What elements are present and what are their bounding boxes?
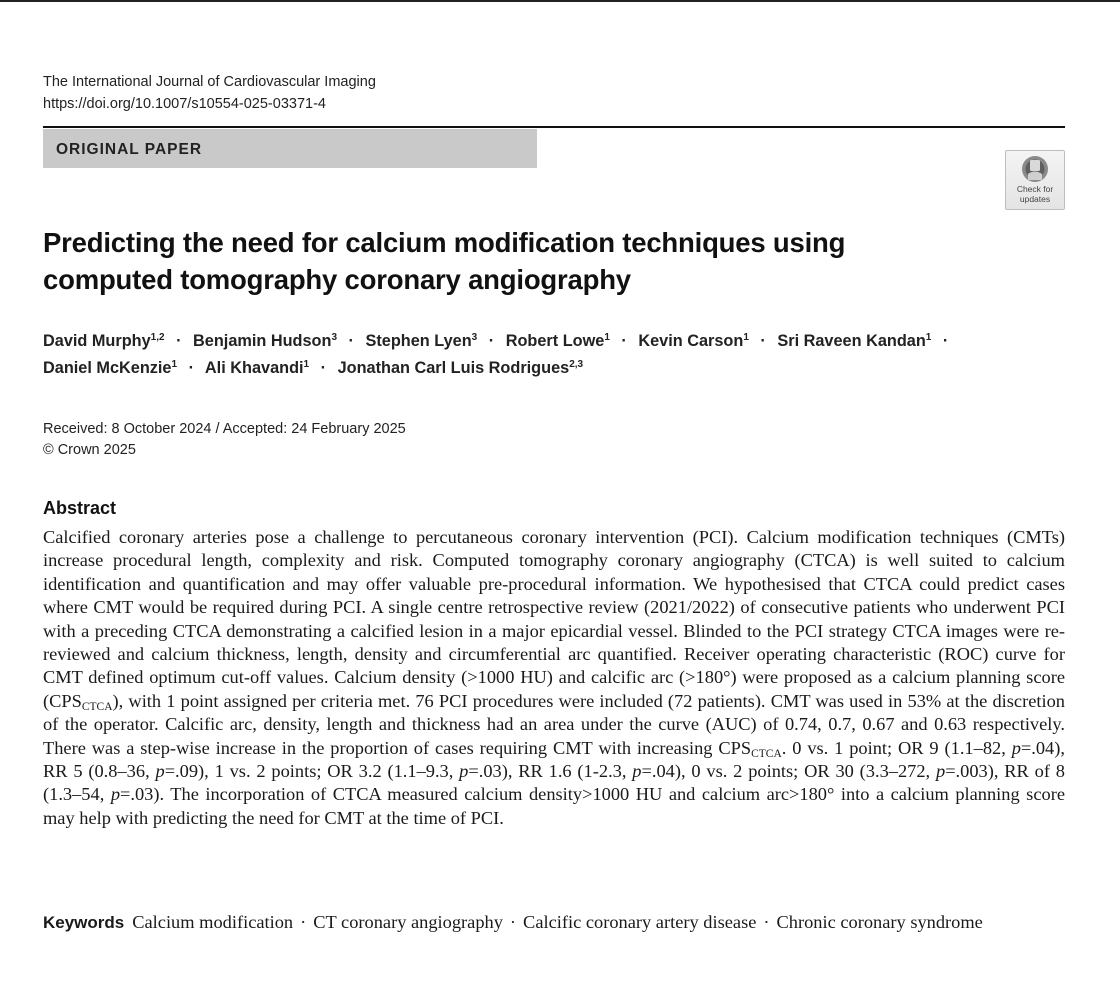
crossmark-label-1: Check for [1016, 184, 1054, 194]
author-name[interactable]: Benjamin Hudson [193, 332, 332, 350]
abstract-segment: . 0 vs. 1 point; OR 9 (1.1–82, [781, 737, 1012, 758]
keyword-item: Calcium modification [132, 912, 294, 932]
author-line-2 [43, 355, 1083, 382]
doi-link[interactable]: https://doi.org/10.1007/s10554-025-03371-4 [43, 96, 326, 112]
author-affiliation: 2,3 [569, 359, 584, 370]
abstract-segment: =.03). The incorporation of CTCA measured calcium density>1000 HU and calcium arc>180° into a calcium planning score may help with predicting the need for CMT at the time of PCI. [43, 784, 1065, 828]
abstract-subscript: CTCA [81, 700, 113, 713]
author-affiliation: 1 [925, 332, 932, 343]
author-separator: · [188, 359, 194, 377]
author-list [43, 328, 1083, 382]
keyword-item: Chronic coronary syndrome [776, 912, 983, 932]
received-accepted-dates: Received: 8 October 2024 / Accepted: 24 February 2025 [43, 421, 406, 437]
author-affiliation: 3 [331, 332, 338, 343]
keywords-label: Keywords [43, 913, 125, 932]
p-value-symbol: p [632, 761, 642, 782]
paper-type-banner: ORIGINAL PAPER [43, 129, 537, 168]
abstract-segment: =.03), RR 1.6 (1-2.3, [468, 761, 633, 782]
author-separator: · [942, 332, 949, 350]
copyright-notice: © Crown 2025 [43, 442, 136, 458]
author-name[interactable]: Jonathan Carl Luis Rodrigues [337, 359, 570, 377]
top-rule [0, 0, 1120, 2]
author-name[interactable]: Sri Raveen Kandan [777, 332, 926, 350]
author-name[interactable]: Robert Lowe [505, 332, 605, 350]
p-value-symbol: p [110, 784, 121, 805]
author-affiliation: 1 [604, 332, 610, 343]
crossmark-icon [1020, 154, 1050, 184]
author-separator: · [760, 332, 766, 350]
author-separator: · [176, 332, 182, 350]
author-name[interactable]: David Murphy [43, 332, 151, 350]
abstract-segment: Calcified coronary arteries pose a challenge to percutaneous coronary intervention (PCI). Calcium modification techniques (CMTs) increase procedural length, complexity and risk. Computed tomography coronary angiography (CTCA) is well suited to calcium identification and quantification and may offer valuable pre-procedural information. We hypothesised that CTCA could predict cases where CMT would be required during PCI. A single centre retrospective review (2021/2022) of consecutive patients who underwent PCI with a preceding CTCA demonstrating a calcified lesion in a major epicardial vessel. Blinded to the PCI strategy CTCA images were re-reviewed and calcium thickness, length, density and circumferential arc quantified. Receiver operating characteristic (ROC) curve for CMT defined optimum cut-off values. Calcium density (>1000 HU) and calcific arc (>180°) were proposed as a calcium planning score (CPS [43, 527, 1065, 711]
keywords-section [43, 910, 1043, 935]
crossmark-label-2: updates [1019, 194, 1051, 204]
keyword-separator: · [509, 912, 517, 932]
author-name[interactable]: Daniel McKenzie [43, 359, 172, 377]
keyword-item: Calcific coronary artery disease [523, 912, 757, 932]
abstract-heading: Abstract [43, 498, 117, 518]
author-separator: · [621, 332, 627, 350]
abstract-subscript: CTCA [751, 747, 782, 760]
author-affiliation: 1,2 [150, 332, 165, 343]
keyword-item: CT coronary angiography [313, 912, 503, 932]
keyword-separator: · [300, 912, 307, 932]
p-value-symbol: p [459, 761, 469, 782]
author-name[interactable]: Ali Khavandi [204, 359, 304, 377]
author-name[interactable]: Stephen Lyen [365, 332, 472, 350]
check-for-updates-button[interactable] [1005, 150, 1065, 210]
author-separator: · [348, 332, 354, 350]
author-line-1 [43, 328, 1083, 355]
title-line-1: Predicting the need for calcium modification techniques using [43, 227, 846, 258]
header-rule [43, 126, 1065, 128]
keyword-separator: · [763, 912, 770, 932]
abstract-segment: =.04), 0 vs. 2 points; OR 30 (3.3–272, [641, 761, 936, 782]
author-affiliation: 1 [743, 332, 749, 343]
abstract-text [43, 526, 1065, 830]
author-affiliation: 3 [471, 332, 478, 343]
journal-name: The International Journal of Cardiovascular Imaging [43, 74, 376, 90]
p-value-symbol: p [155, 761, 165, 782]
abstract-segment: =.04), RR 5 (0.8–36, [43, 737, 1065, 782]
abstract-segment: =.09), 1 vs. 2 points; OR 3.2 (1.1–9.3, [164, 761, 460, 782]
abstract-segment: =.003), RR of 8 (1.3–54, [43, 761, 1065, 805]
abstract-segment: ), with 1 point assigned per criteria met. 76 PCI procedures were included (72 patients). CMT was used in 53% at the discretion of the operator. Calcific arc, density, length and thickness had an area under the curve (AUC) of 0.74, 0.7, 0.67 and 0.63 respectively. There was a step-wise increase in the proportion of cases requiring CMT with increasing CPS [43, 690, 1065, 758]
author-affiliation: 1 [303, 359, 310, 370]
author-separator: · [488, 332, 495, 350]
title-line-2: computed tomography coronary angiography [43, 264, 631, 295]
p-value-symbol: p [935, 761, 946, 782]
p-value-symbol: p [1011, 737, 1021, 758]
author-name[interactable]: Kevin Carson [638, 332, 744, 350]
author-separator: · [320, 359, 327, 377]
paper-title [43, 224, 1043, 298]
author-affiliation: 1 [171, 359, 178, 370]
